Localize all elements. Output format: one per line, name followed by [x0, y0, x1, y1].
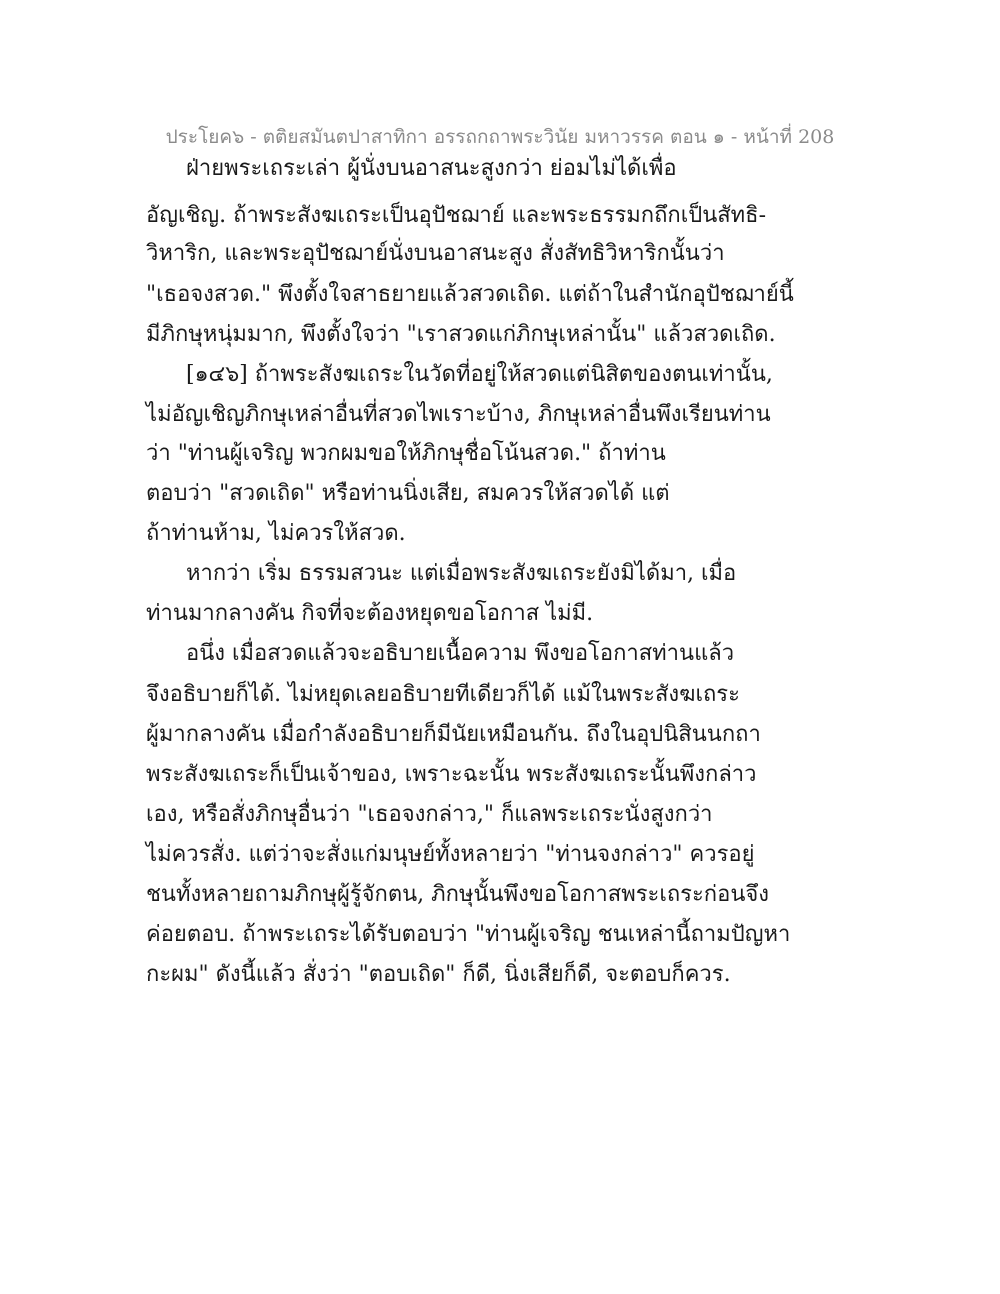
body-line: [๑๔๖] ถ้าพระสังฆเถระในวัดที่อยู่ให้สวดแต่นิสิตของตนเท่านั้น, [186, 362, 773, 387]
body-line: เอง, หรือสั่งภิกษุอื่นว่า "เธอจงกล่าว," ก็แลพระเถระนั่งสูงกว่า [146, 802, 713, 827]
body-line: ฝ่ายพระเถระเล่า ผู้นั่งบนอาสนะสูงกว่า ย่อมไม่ได้เพื่อ [186, 156, 677, 181]
body-line: ท่านมากลางคัน กิจที่จะต้องหยุดขอโอกาส ไม่มี. [146, 601, 594, 626]
body-line: ค่อยตอบ. ถ้าพระเถระได้รับตอบว่า "ท่านผู้เจริญ ชนเหล่านี้ถามปัญหา [146, 922, 791, 947]
body-line: หากว่า เริ่ม ธรรมสวนะ แต่เมื่อพระสังฆเถระยังมิได้มา, เมื่อ [186, 561, 737, 586]
body-line: ว่า "ท่านผู้เจริญ พวกผมขอให้ภิกษุชื่อโน้นสวด." ถ้าท่าน [146, 441, 666, 466]
body-line: มีภิกษุหนุ่มมาก, พึงตั้งใจว่า "เราสวดแก่ภิกษุเหล่านั้น" แล้วสวดเถิด. [146, 322, 776, 347]
body-line: วิหาริก, และพระอุปัชฌาย์นั่งบนอาสนะสูง สั่งสัทธิวิหาริกนั้นว่า [146, 241, 725, 266]
body-line: ตอบว่า "สวดเถิด" หรือท่านนิ่งเสีย, สมควรให้สวดได้ แต่ [146, 481, 670, 506]
body-line: พระสังฆเถระก็เป็นเจ้าของ, เพราะฉะนั้น พระสังฆเถระนั้นพึงกล่าว [146, 762, 757, 787]
body-line: ถ้าท่านห้าม, ไม่ควรให้สวด. [146, 521, 406, 546]
body-line: จึงอธิบายก็ได้. ไม่หยุดเลยอธิบายทีเดียวก็ได้ แม้ในพระสังฆเถระ [146, 682, 740, 707]
body-line: กะผม" ดังนี้แล้ว สั่งว่า "ตอบเถิด" ก็ดี, นิ่งเสียก็ดี, จะตอบก็ควร. [146, 962, 731, 987]
body-line: "เธอจงสวด." พึงตั้งใจสาธยายแล้วสวดเถิด. แต่ถ้าในสำนักอุปัชฌาย์นี้ [146, 282, 794, 307]
body-line: ชนทั้งหลายถามภิกษุผู้รู้จักตน, ภิกษุนั้นพึงขอโอกาสพระเถระก่อนจึง [146, 882, 770, 907]
body-line: อนึ่ง เมื่อสวดแล้วจะอธิบายเนื้อความ พึงขอโอกาสท่านแล้ว [186, 641, 735, 666]
body-line: ผู้มากลางคัน เมื่อกำลังอธิบายก็มีนัยเหมือนกัน. ถึงในอุปนิสินนกถา [146, 722, 761, 747]
body-line: ไม่อัญเชิญภิกษุเหล่าอื่นที่สวดไพเราะบ้าง, ภิกษุเหล่าอื่นพึงเรียนท่าน [146, 402, 771, 427]
running-header: ประโยค๖ - ตติยสมันตปาสาทิกา อรรถกถาพระวินัย มหาวรรค ตอน ๑ - หน้าที่ 208 [165, 126, 835, 148]
body-line: ไม่ควรสั่ง. แต่ว่าจะสั่งแก่มนุษย์ทั้งหลายว่า "ท่านจงกล่าว" ควรอยู่ [146, 842, 755, 867]
body-line: อัญเชิญ. ถ้าพระสังฆเถระเป็นอุปัชฌาย์ และพระธรรมกถึกเป็นสัทธิ- [146, 203, 767, 228]
